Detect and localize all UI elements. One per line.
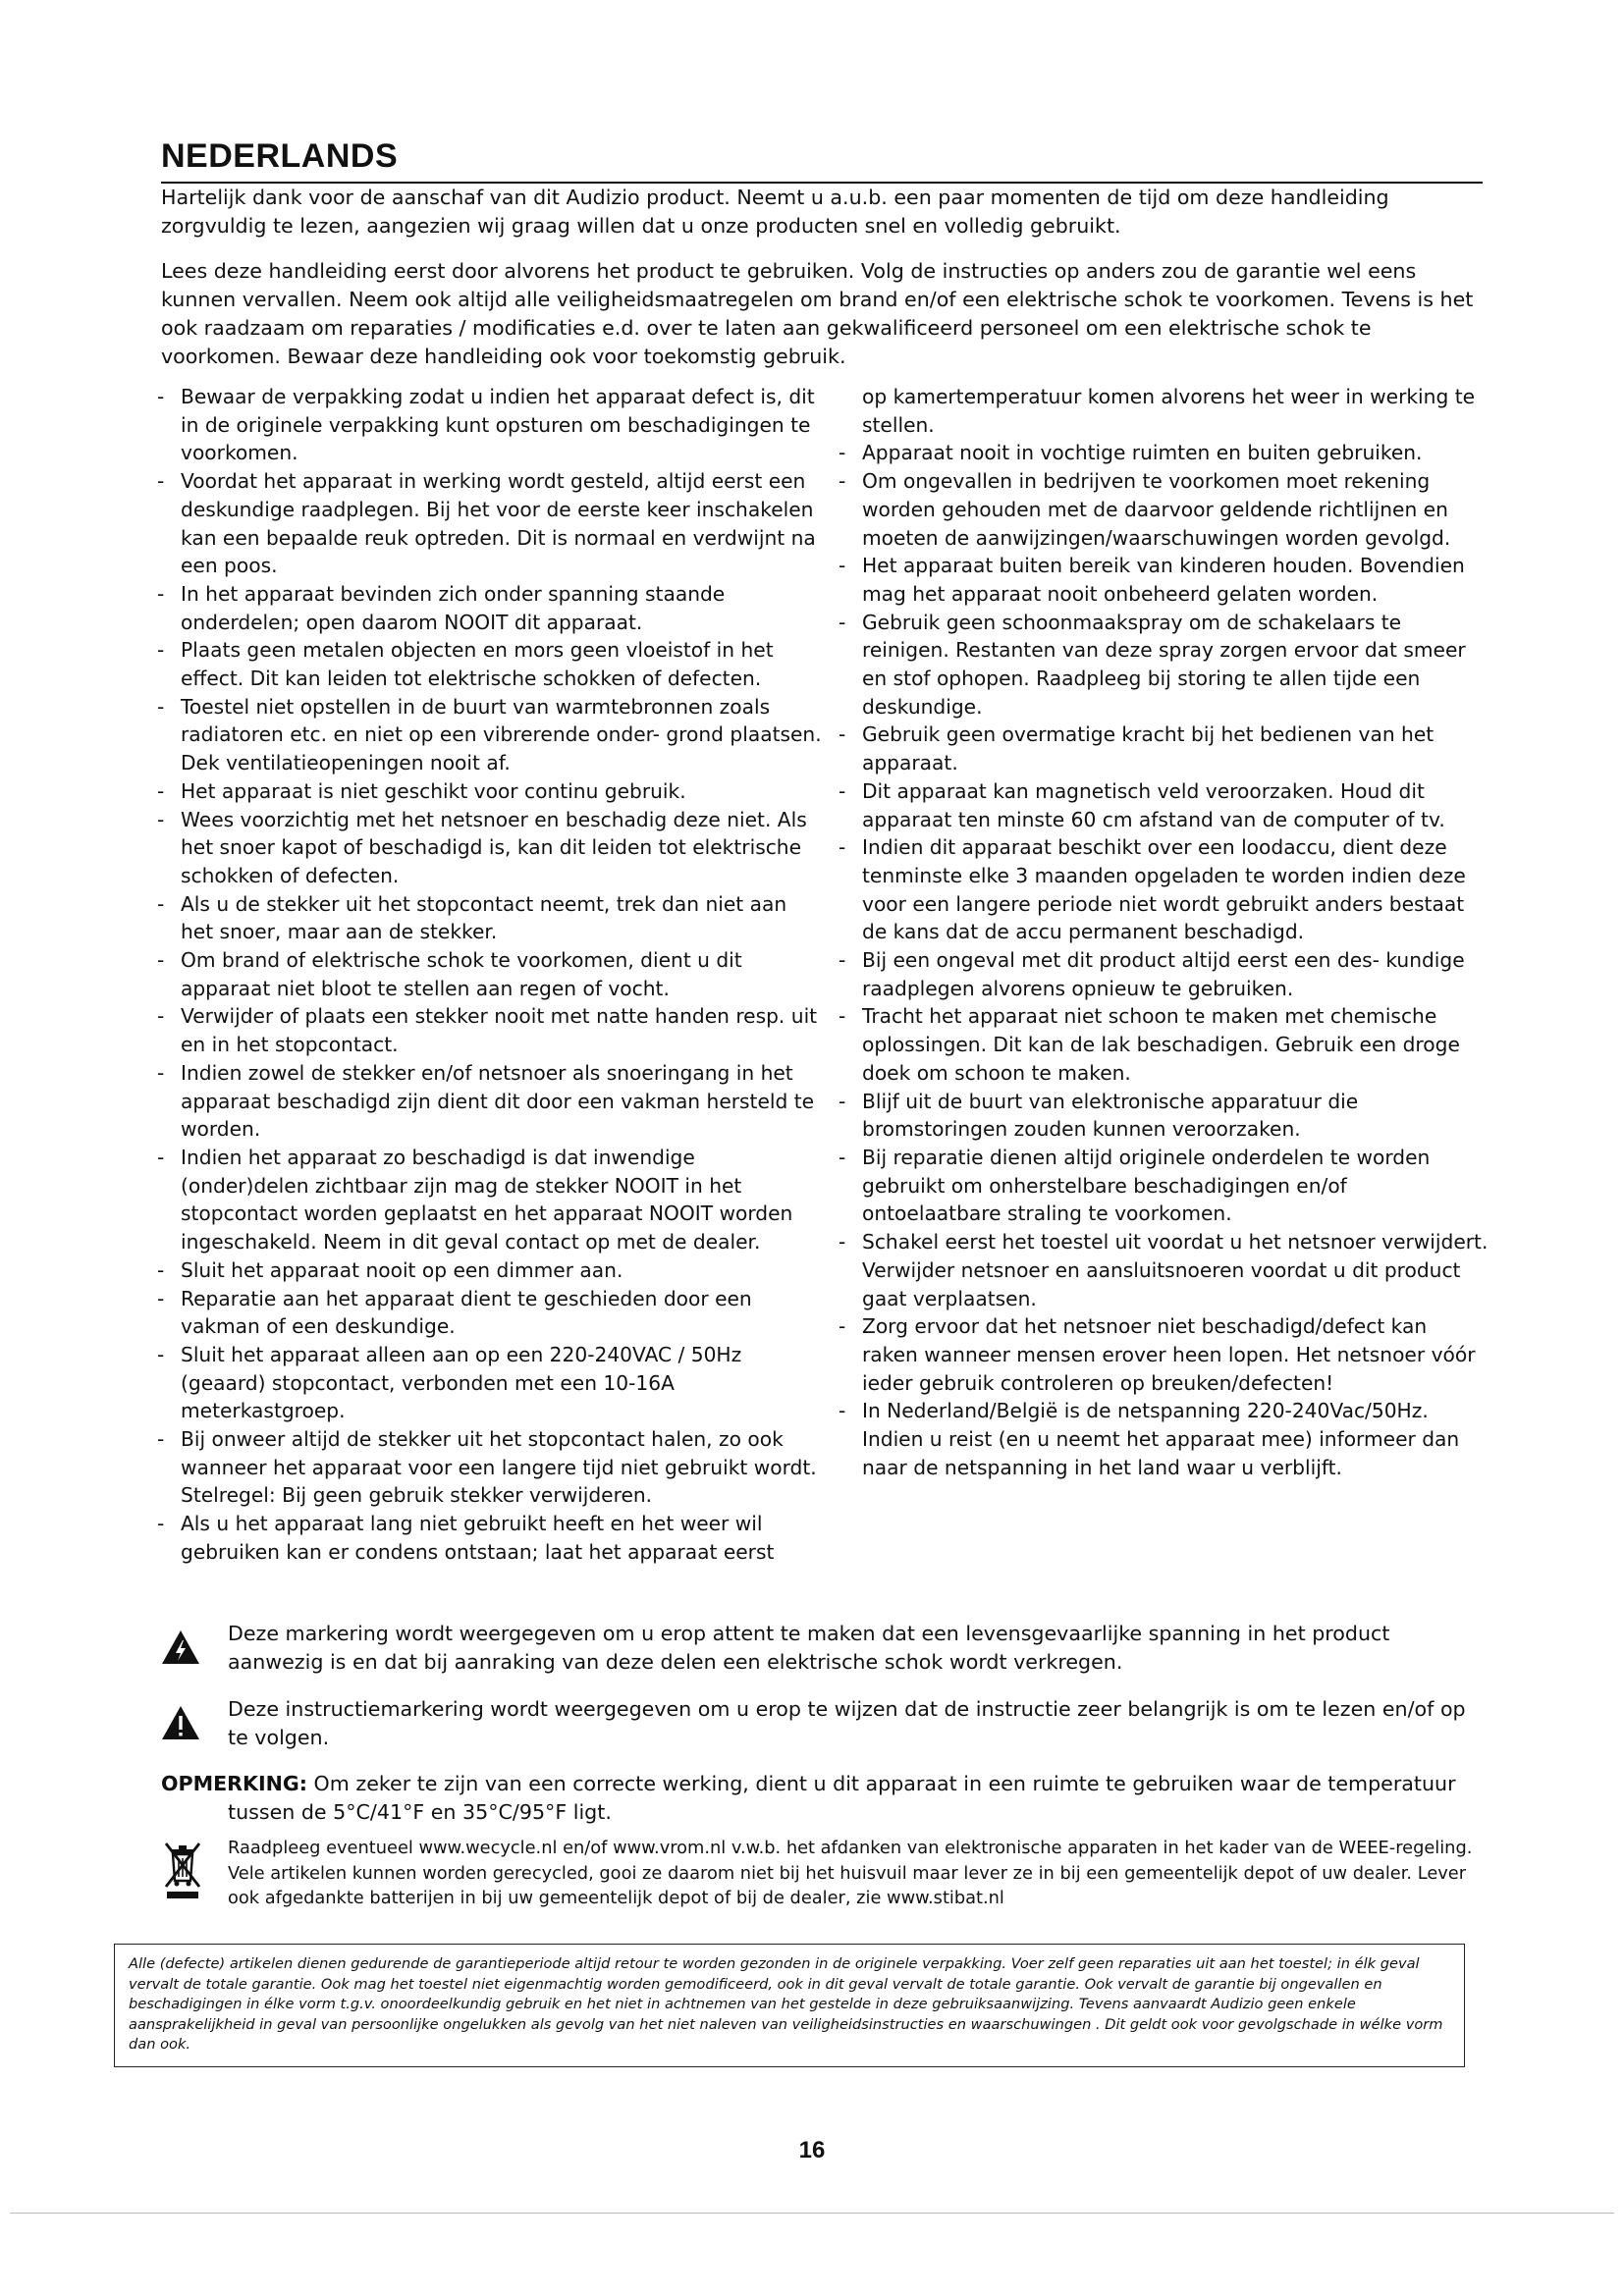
safety-item: - Als u het apparaat lang niet gebruikt heeft en het weer wil gebruiken kan er condens ontstaan; laat het apparaat eerst [155, 1510, 823, 1566]
warranty-disclaimer-box: Alle (defecte) artikelen dienen gedurende de garantieperiode altijd retour te worden gezonden in de originele verpakking. Voer zelf geen reparaties uit aan het toestel; in élk geval vervalt de totale garantie. Ook mag het toestel niet eigenmachtig worden gemodificeerd, ook in dit geval vervalt de totale garantie. Ook vervalt de garantie bij ongevallen en beschadigingen in élke vorm t.g.v. onoordeelkundig gebruik en het niet in achtnemen van het gestelde in deze gebruiksaanwijzing. Tevens aanvaardt Audizio geen enkele aansprakelijkheid in geval van persoonlijke ongelukken als gevolg van het niet naleven van veiligheidsinstructies en waarschuwingen . Dit geldt ook voor gevolgschade in wélke vorm dan ook. [114, 1944, 1465, 2067]
note-text-first: Om zeker te zijn van een correcte werking, dient u dit apparaat in een ruimte te gebruiken waar de temperatuur [307, 1772, 1456, 1795]
weee-crossed-bin-icon [161, 1840, 204, 1900]
safety-item: - In Nederland/België is de netspanning 220-240Vac/50Hz. Indien u reist (en u neemt het apparaat mee) informeer dan naar de netspanning in het land waar u verblijft. [837, 1397, 1489, 1481]
safety-list-left [155, 383, 823, 1567]
safety-item: - Het apparaat is niet geschikt voor continu gebruik. [155, 777, 823, 806]
safety-item: - Sluit het apparaat nooit op een dimmer aan. [155, 1256, 823, 1285]
safety-item: - Reparatie aan het apparaat dient te geschieden door een vakman of een deskundige. [155, 1285, 823, 1341]
safety-item: - Bewaar de verpakking zodat u indien het apparaat defect is, dit in de originele verpakking kunt opsturen om beschadigingen te voorkomen. [155, 383, 823, 467]
safety-item-continuation: op kamertemperatuur komen alvorens het weer in werking te stellen. [862, 385, 1476, 437]
safety-item: - Dit apparaat kan magnetisch veld veroorzaken. Houd dit apparaat ten minste 60 cm afstand van de computer of tv. [837, 777, 1489, 833]
safety-item: - Indien dit apparaat beschikt over een loodaccu, dient deze tenminste elke 3 maanden opgeladen te worden indien deze voor een langere periode niet wordt gebruikt anders bestaat de kans dat de accu permanent beschadigd. [837, 833, 1489, 946]
lightning-warning-text: Deze markering wordt weergegeven om u erop attent te maken dat een levensgevaarlijke spanning in het product aanwezig is en dat bij aanraking van deze delen een elektrische schok wordt verkregen. [228, 1622, 1390, 1674]
safety-item: - Wees voorzichtig met het netsnoer en beschadig deze niet. Als het snoer kapot of beschadigd is, kan dit leiden tot elektrische schokken of defecten. [155, 806, 823, 890]
intro-paragraph-thanks: Hartelijk dank voor de aanschaf van dit Audizio product. Neemt u a.u.b. een paar momenten de tijd om deze handleiding zorgvuldig te lezen, aangezien wij graag willen dat u onze producten snel en volledig gebruikt. [161, 186, 1389, 238]
instruction-warning-text: Deze instructiemarkering wordt weergegeven om u erop te wijzen dat de instructie zeer belangrijk is om te lezen en/of op te volgen. [228, 1697, 1466, 1749]
safety-item: - Voordat het apparaat in werking wordt gesteld, altijd eerst een deskundige raadplegen. Bij het voor de eerste keer inschakelen kan een bepaalde reuk optreden. Dit is normaal en verdwijnt na een poos. [155, 467, 823, 580]
safety-item: - Als u de stekker uit het stopcontact neemt, trek dan niet aan het snoer, maar aan de stekker. [155, 890, 823, 946]
safety-list-right [837, 383, 1489, 1481]
safety-item: - Indien het apparaat zo beschadigd is dat inwendige (onder)delen zichtbaar zijn mag de stekker NOOIT in het stopcontact worden geplaatst en het apparaat NOOIT worden ingeschakeld. Neem in dit geval contact op met de dealer. [155, 1144, 823, 1256]
safety-item: - Plaats geen metalen objecten en mors geen vloeistof in het effect. Dit kan leiden tot elektrische schokken of defecten. [155, 636, 823, 692]
note-text-second: tussen de 5°C/41°F en 35°C/95°F ligt. [228, 1800, 612, 1824]
page-number: 16 [798, 2137, 826, 2163]
exclamation-warning-icon [161, 1705, 200, 1740]
safety-item: - Apparaat nooit in vochtige ruimten en buiten gebruiken. [837, 439, 1489, 467]
safety-item: - Om ongevallen in bedrijven te voorkomen moet rekening worden gehouden met de daarvoor geldende richtlijnen en moeten de aanwijzingen/waarschuwingen worden gevolgd. [837, 467, 1489, 552]
intro-paragraph-instructions: Lees deze handleiding eerst door alvorens het product te gebruiken. Volg de instructies op anders zou de garantie wel eens kunnen vervallen. Neem ook altijd alle veiligheidsmaatregelen om brand en/of een elektrische schok te voorkomen. Tevens is het ook raadzaam om reparaties / modificaties e.d. over te laten aan gekwalificeerd personeel om een elektrische schok te voorkomen. Bewaar deze handleiding ook voor toekomstig gebruik. [161, 259, 1474, 368]
safety-item: - Sluit het apparaat alleen aan op een 220-240VAC / 50Hz (geaard) stopcontact, verbonden met een 10-16A meterkastgroep. [155, 1341, 823, 1425]
safety-item: - Om brand of elektrische schok te voorkomen, dient u dit apparaat niet bloot te stellen aan regen of vocht. [155, 946, 823, 1002]
safety-item: - Gebruik geen schoonmaakspray om de schakelaars te reinigen. Restanten van deze spray zorgen ervoor dat smeer en stof ophopen. Raadpleeg bij storing te allen tijde een deskundige. [837, 609, 1489, 721]
safety-item: - Verwijder of plaats een stekker nooit met natte handen resp. uit en in het stopcontact. [155, 1002, 823, 1058]
safety-item: - Zorg ervoor dat het netsnoer niet beschadigd/defect kan raken wanneer mensen erover heen lopen. Het netsnoer vóór ieder gebruik controleren op breuken/defecten! [837, 1312, 1489, 1397]
temperature-note [161, 1770, 1483, 1827]
recycling-text: Raadpleeg eventueel www.wecycle.nl en/of www.vrom.nl v.w.b. het afdanken van elektronische apparaten in het kader van de WEEE-regeling. Vele artikelen kunnen worden gerecycled, gooi ze daarom niet bij het huisvuil maar lever ze in bij een gemeentelijk depot of uw dealer. Lever ook afgedankte batterijen in bij uw gemeentelijk depot of bij de dealer, zie www.stibat.nl [228, 1838, 1473, 1908]
safety-item: - Toestel niet opstellen in de buurt van warmtebronnen zoals radiatoren etc. en niet op een vibrerende onder- grond plaatsen. Dek ventilatieopeningen nooit af. [155, 693, 823, 777]
lightning-warning-icon [161, 1629, 200, 1665]
page-title: NEDERLANDS [161, 137, 399, 175]
safety-item: - Indien zowel de stekker en/of netsnoer als snoeringang in het apparaat beschadigd zijn dient dit door een vakman hersteld te worden. [155, 1059, 823, 1144]
safety-item: - Tracht het apparaat niet schoon te maken met chemische oplossingen. Dit kan de lak beschadigen. Gebruik een droge doek om schoon te maken. [837, 1002, 1489, 1087]
safety-item: - Bij een ongeval met dit product altijd eerst een des- kundige raadplegen alvorens opnieuw te gebruiken. [837, 946, 1489, 1002]
safety-item: - Schakel eerst het toestel uit voordat u het netsnoer verwijdert. Verwijder netsnoer en aansluitsnoeren voordat u dit product gaat verplaatsen. [837, 1228, 1489, 1312]
footer-divider [10, 2213, 1614, 2214]
safety-item: - Bij reparatie dienen altijd originele onderdelen te worden gebruikt om onherstelbare beschadigingen en/of ontoelaatbare straling te voorkomen. [837, 1144, 1489, 1228]
safety-item: - Bij onweer altijd de stekker uit het stopcontact halen, zo ook wanneer het apparaat voor een langere tijd niet gebruikt wordt. Stelregel: Bij geen gebruik stekker verwijderen. [155, 1425, 823, 1510]
safety-item: - In het apparaat bevinden zich onder spanning staande onderdelen; open daarom NOOIT dit apparaat. [155, 580, 823, 636]
safety-item: - Het apparaat buiten bereik van kinderen houden. Bovendien mag het apparaat nooit onbeheerd gelaten worden. [837, 552, 1489, 608]
note-label: OPMERKING: [161, 1772, 308, 1795]
safety-item: - Gebruik geen overmatige kracht bij het bedienen van het apparaat. [837, 721, 1489, 776]
safety-item: - Blijf uit de buurt van elektronische apparatuur die bromstoringen zouden kunnen veroorzaken. [837, 1088, 1489, 1144]
